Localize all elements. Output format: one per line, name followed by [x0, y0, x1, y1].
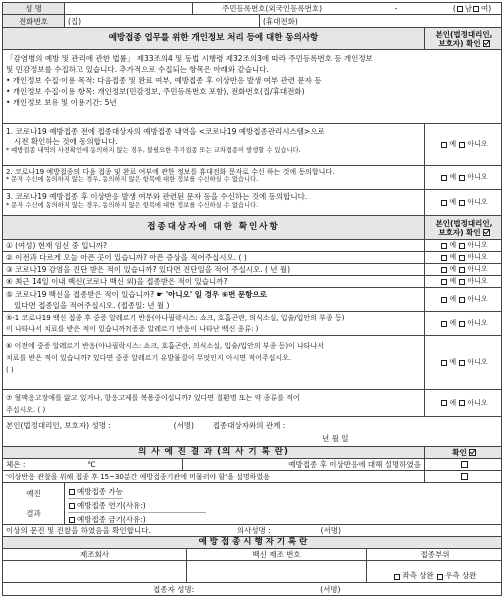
site-field	[367, 561, 503, 582]
q7-no-label: 아니오	[467, 398, 488, 407]
doctor-confirm-row	[2, 525, 502, 537]
consent-1-no-checkbox[interactable]	[459, 142, 465, 148]
q7-no-checkbox[interactable]	[459, 400, 465, 406]
option-postpone: 예방접종 연기(사유:	[77, 501, 143, 510]
signature-block	[3, 417, 503, 446]
explain-text: 예방접종 후 이상반응에 대해 설명하였음	[183, 459, 425, 470]
left-arm-checkbox[interactable]	[394, 574, 400, 580]
consent-2-no-checkbox[interactable]	[459, 175, 465, 181]
wait-checkbox[interactable]	[461, 473, 468, 480]
question-7	[2, 390, 502, 417]
consent-bullet-period: • 개인정보 보유 및 이용기간: 5년	[6, 98, 117, 107]
option-postpone-close: )	[142, 501, 146, 510]
question-5-line-2: 있다면 접종일을 적어주십시오. (접종일: 년 월 )	[14, 301, 170, 310]
signer-sign: (서명)	[173, 421, 194, 430]
consent-1-yes-label: 예	[449, 140, 457, 148]
mobile-phone-field[interactable]	[260, 15, 503, 27]
q5-yes-label: 예	[449, 295, 457, 303]
consent-header-row	[2, 28, 502, 50]
doctor-confirm-statement: 이상의 문진 및 진찰을 하였음을 확인합니다.	[6, 526, 151, 535]
temperature-label: 체온 :	[6, 460, 26, 469]
question-1	[2, 240, 502, 252]
temperature-row	[2, 459, 502, 471]
question-7-line-2: 주십시오. ( )	[6, 406, 46, 414]
vaccination-values	[2, 561, 502, 583]
consent-1-no-label: 아니오	[467, 140, 488, 148]
question-4	[2, 276, 502, 288]
mobile-phone-label: (휴대전화)	[263, 16, 298, 26]
question-6-line-2: 치료를 받은 적이 있습니까? 있다면 중증 알레르기 유발물질이 무엇인지 아시면 적어주십시오.	[6, 354, 292, 362]
exam-result-label	[3, 483, 65, 524]
q3-yes-label: 예	[449, 265, 457, 273]
consent-item-1-line-2: 시전 확인하는 것에 동의합니다.	[14, 137, 118, 146]
giver-label: 접종자 성명:	[153, 584, 195, 594]
gender-field[interactable]: ( 남 여 )	[452, 4, 492, 13]
doctor-confirm-label: 확인	[452, 448, 467, 457]
giver-sign: (서명)	[320, 584, 341, 594]
temperature-field[interactable]	[3, 459, 183, 470]
check-confirm-label-2: 보호자) 확인	[438, 227, 481, 237]
question-6-line-3: ( )	[6, 366, 14, 374]
site-label: 접종부위	[420, 550, 450, 559]
postpone-checkbox[interactable]	[69, 503, 75, 509]
consent-3-no-checkbox[interactable]	[459, 200, 465, 206]
question-5-1-line-2: 이 나타나서 치료를 받은 적이 있습니까?(증증 알레르기 반응이 나타난 백신 종류: )	[6, 325, 259, 333]
consent-confirm-label-1: 본인(법정대리인,	[435, 29, 493, 39]
q2-yes-checkbox[interactable]	[441, 255, 447, 261]
consent-item-2-line-1: 2. 코로나19 예방접종의 다음 접종 및 완료 여부에 관한 정보를 휴대전화 문자로 수신 하는 것에 동의합니다.	[6, 168, 335, 176]
giver-field	[3, 583, 503, 595]
consent-2-yes-checkbox[interactable]	[441, 175, 447, 181]
question-3	[2, 264, 502, 276]
phone-label: 전화번호	[3, 15, 65, 27]
check-icon	[483, 229, 490, 236]
q4-yes-checkbox[interactable]	[441, 279, 447, 285]
question-3-answer	[425, 264, 503, 275]
q2-no-label: 아니오	[467, 253, 488, 261]
exam-result-label-2: 결과	[26, 509, 41, 519]
explain-checkbox[interactable]	[461, 461, 468, 468]
wait-row	[2, 471, 502, 483]
name-label: 성 명	[3, 3, 65, 14]
vaccination-header-row	[2, 537, 502, 549]
consent-confirm-label-2: 보호자) 확인	[438, 38, 481, 48]
lot-field[interactable]	[187, 561, 367, 582]
rrn-label: 주민등록번호(외국인등록번호)	[221, 4, 323, 13]
wait-check	[425, 471, 503, 482]
signature-row	[2, 417, 502, 447]
question-5-1-line-1: ⑤-1 코로나19 백신 접종 후 중증 알레르기 반응(아나필락시스: 쇼크, 호흡곤란, 의식소실, 입술/입안의 부종 등)	[6, 314, 345, 322]
question-4-text: ④ 최근 14일 이내 백신(코로나 백신 외)을 접종받은 적이 있습니까?	[3, 276, 425, 287]
consent-item-3-line-1: 3. 코로나19 예방접종 후 이상반응 발생 여부와 관련된 문자 등을 수신하는 것에 동의합니다.	[6, 192, 308, 201]
doctor-sign: (서명)	[320, 526, 341, 535]
right-arm-label: 우측 상완	[445, 571, 477, 580]
q5-no-checkbox[interactable]	[459, 297, 465, 303]
name-field[interactable]	[65, 3, 193, 14]
consent-item-2-answer	[425, 166, 503, 189]
question-5	[2, 288, 502, 312]
question-7-text	[3, 390, 425, 416]
female-label: 여	[481, 4, 489, 13]
home-phone-label: (집)	[68, 16, 82, 26]
q2-no-checkbox[interactable]	[459, 255, 465, 261]
question-5-1	[2, 312, 502, 336]
question-5-note: ☛ '아니오' 일 경우 ⑥번 문항으로	[156, 290, 267, 299]
contraindicated-checkbox[interactable]	[69, 517, 75, 523]
rrn-dash: -	[394, 4, 398, 13]
q5-no-label: 아니오	[467, 295, 488, 303]
question-5-answer	[425, 288, 503, 311]
doctor-title: 의 사 예 진 결 과 (의 사 기 록 란)	[3, 447, 425, 458]
q1-no-checkbox[interactable]	[459, 243, 465, 249]
question-6-line-1: ⑥ 이전에 중증 알레르기 반응(아나필락시스: 쇼크, 호흡곤란, 의식소실, 입술/입안의 부종 등)이 나타나서	[6, 342, 325, 350]
q4-yes-label: 예	[449, 277, 457, 285]
vaccination-columns	[2, 549, 502, 561]
q1-yes-label: 예	[449, 241, 457, 249]
consent-intro	[3, 50, 503, 123]
right-arm-checkbox[interactable]	[437, 574, 443, 580]
question-1-answer	[425, 240, 503, 251]
explain-check	[425, 459, 503, 470]
temperature-unit: ℃	[87, 460, 96, 469]
consent-intro-row	[2, 50, 502, 124]
consent-3-yes-checkbox[interactable]	[441, 200, 447, 206]
consent-2-yes-label: 예	[449, 173, 457, 181]
question-2	[2, 252, 502, 264]
consent-item-1-line-1: 1. 코로나19 예방접종 전에 접종대상자의 예방접종 내역을 <코로나19 예방접종관리시스템>으로	[6, 127, 325, 136]
consent-title: 예방접종 업무를 위한 개인정보 처리 등에 대한 동의사항	[3, 28, 425, 49]
vaccination-form	[2, 2, 502, 598]
relation-label: 접종대상자와의 관계 :	[212, 421, 286, 430]
left-arm-label: 좌측 상완	[402, 571, 434, 580]
q6-yes-checkbox[interactable]	[441, 360, 447, 366]
consent-item-2-text	[3, 166, 425, 189]
question-2-text: ② 이전과 다르게 오늘 아픈 곳이 있습니까? 아픈 증상을 적어주십시오. ( )	[3, 252, 425, 263]
exam-result-options	[65, 483, 503, 524]
q2-yes-label: 예	[449, 253, 457, 261]
option-contraindicated: 예방접종 금기(사유:	[77, 515, 143, 524]
question-7-answer	[425, 390, 503, 416]
rrn-field[interactable]	[351, 3, 441, 14]
wait-note: '이상반응 관찰을 위해 접종 후 15~30분간 예방접종기관에 머물러야 함'을 설명하였음	[3, 471, 425, 482]
q3-no-checkbox[interactable]	[459, 267, 465, 273]
consent-item-3-answer	[425, 190, 503, 215]
consent-item-3	[2, 190, 502, 216]
q51-yes-label: 예	[449, 319, 457, 327]
consent-item-2-note: * 문자 수신에 동의하지 않는 경우, 동의하지 않은 항목에 대한 정보를 수신하실 수 없습니다.	[6, 176, 259, 183]
question-5-text	[3, 288, 425, 311]
consent-confirm-header	[425, 28, 503, 49]
consent-item-1-text	[3, 124, 425, 165]
q7-yes-label: 예	[449, 398, 457, 407]
possible-checkbox[interactable]	[69, 489, 75, 495]
q51-no-checkbox[interactable]	[459, 321, 465, 327]
maker-label: 제조회사	[3, 549, 187, 560]
consent-1-yes-checkbox[interactable]	[441, 142, 447, 148]
sign-date: 년 월 일	[322, 434, 349, 443]
consent-3-yes-label: 예	[449, 198, 457, 206]
female-checkbox[interactable]	[473, 6, 479, 12]
consent-item-3-note: * 문자 수신에 동의하지 않는 경우, 동의하지 않은 항목에 대한 정보를 수신하실 수 없습니다.	[6, 202, 259, 209]
question-5-line-1: ⑤ 코로나19 백신을 접종받은 적이 있습니까?	[6, 290, 155, 299]
male-label: 남	[464, 4, 472, 13]
doctor-name-label: 의사성명 :	[236, 526, 271, 535]
question-6-answer	[425, 336, 503, 389]
consent-item-3-text	[3, 190, 425, 215]
option-contraindicated-close: )	[142, 515, 146, 524]
consent-bullet-items: • 개인정보 수집·이용 항목: 개인정보(민감정보, 주민등록번호 포함), 전화번호(집/휴대전화)	[6, 87, 305, 96]
q4-no-checkbox[interactable]	[459, 279, 465, 285]
check-icon	[483, 40, 490, 47]
question-1-text: ① (여성) 현재 임신 중 입니까?	[3, 240, 425, 251]
question-6-text	[3, 336, 425, 389]
consent-item-1	[2, 124, 502, 166]
q6-no-label: 아니오	[467, 358, 488, 366]
lot-label: 백신 제조 번호	[187, 549, 367, 560]
signer-label: 본인(법정대리인, 보호자) 성명 :	[6, 421, 111, 430]
vaccination-title: 예 방 접 종 시 행 자 기 록 란	[198, 537, 308, 547]
consent-bullet-purpose: • 개인정보 수집·이용 목적: 다음접종 및 완료 여부, 예방접종 후 이상반응 발생 여부 관련 문자 등	[6, 76, 322, 85]
question-3-text: ③ 코로나19 감염을 진단 받은 적이 있습니까? 있다면 진단일을 적어 주십시오. ( 년 월)	[3, 264, 425, 275]
question-5-1-answer	[425, 312, 503, 335]
consent-intro-line-2: 및 민감정보를 수집하고 있습니다. 추가적으로 수집되는 항목은 아래와 같습니다.	[6, 65, 269, 74]
q3-yes-checkbox[interactable]	[441, 267, 447, 273]
q1-yes-checkbox[interactable]	[441, 243, 447, 249]
q51-yes-checkbox[interactable]	[441, 321, 447, 327]
q5-yes-checkbox[interactable]	[441, 297, 447, 303]
phone-row	[2, 15, 502, 28]
question-6	[2, 336, 502, 390]
question-2-answer	[425, 252, 503, 263]
doctor-header-row	[2, 447, 502, 459]
maker-field[interactable]	[3, 561, 187, 582]
question-7-line-1: ⑦ 혈액응고장애를 앓고 있거나, 항응고제를 복용중이십니까? 있다면 질환명 또는 약 종류를 적어	[6, 394, 300, 402]
doctor-confirm-text	[3, 525, 503, 536]
check-title: 접종대상자에 대한 확인사항	[3, 216, 425, 239]
q4-no-label: 아니오	[467, 277, 488, 285]
consent-item-1-note: * 예방접종 내역의 사전확인에 동의하지 않는 경우, 불필요한 추가접종 또는 교차접종이 발생할 수 있습니다.	[6, 147, 301, 154]
q51-no-label: 아니오	[467, 319, 488, 327]
question-4-answer	[425, 276, 503, 287]
option-possible: 예방접종 가능	[77, 487, 123, 496]
check-icon	[469, 449, 476, 456]
giver-row	[2, 583, 502, 596]
exam-result-label-1: 예진	[26, 488, 41, 498]
consent-3-no-label: 아니오	[467, 198, 488, 206]
q6-no-checkbox[interactable]	[459, 360, 465, 366]
q6-yes-label: 예	[449, 358, 457, 366]
doctor-confirm-header	[425, 447, 503, 458]
q1-no-label: 아니오	[467, 241, 488, 249]
consent-item-2	[2, 166, 502, 190]
exam-result-row	[2, 483, 502, 525]
check-confirm-label-1: 본인(법정대리인,	[435, 218, 493, 228]
consent-item-1-answer	[425, 124, 503, 165]
consent-intro-line-1: 「감염병의 예방 및 관리에 관한 법률」 제33조의4 및 동법 시행령 제32조의3에 따라 주민등록번호 등 개인정보	[6, 54, 373, 63]
consent-2-no-label: 아니오	[467, 173, 488, 181]
male-checkbox[interactable]	[457, 6, 463, 12]
home-phone-field[interactable]	[65, 15, 260, 27]
check-header-row	[2, 216, 502, 240]
check-confirm-header	[425, 216, 503, 239]
q7-yes-checkbox[interactable]	[441, 400, 447, 406]
q3-no-label: 아니오	[467, 265, 488, 273]
name-row	[2, 2, 502, 15]
question-5-1-text	[3, 312, 425, 335]
